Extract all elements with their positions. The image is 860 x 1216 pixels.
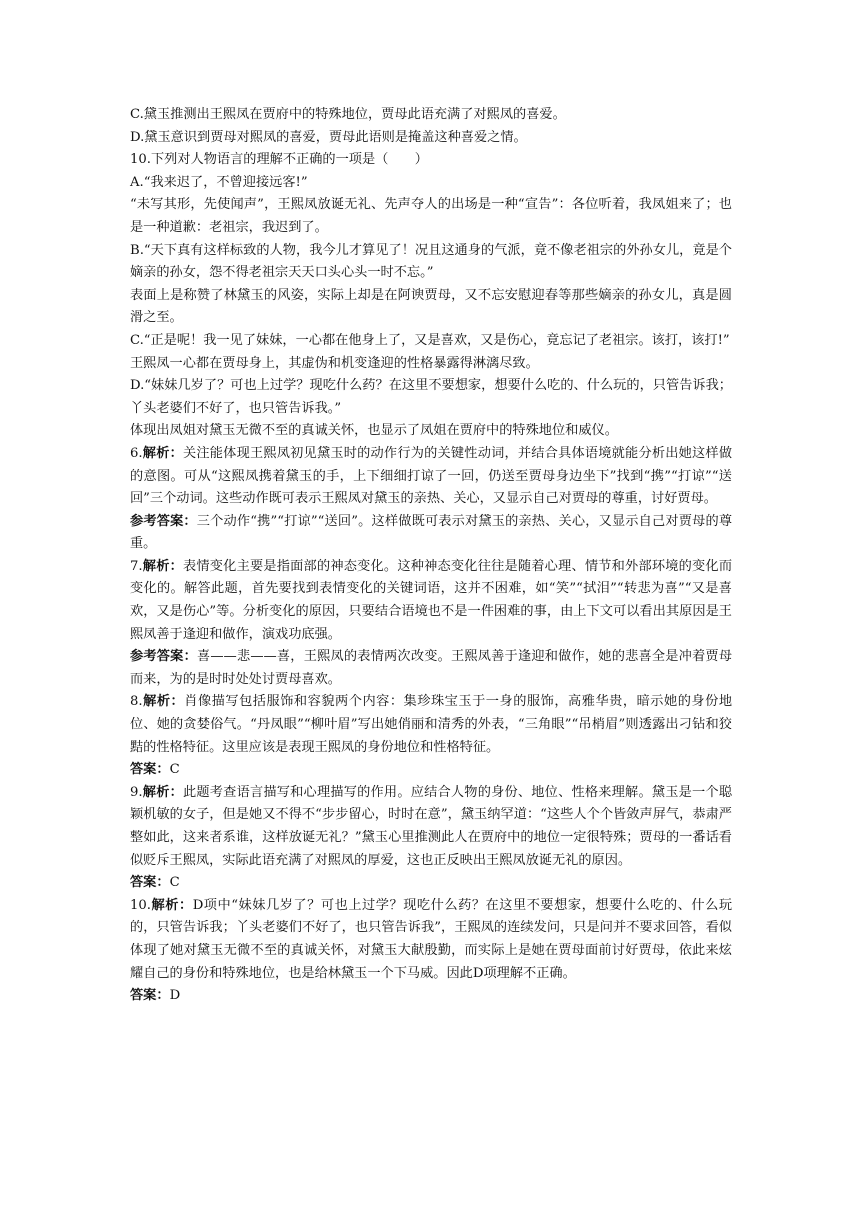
answer-label: 答案：: [130, 875, 170, 891]
answer-number: 9.: [130, 784, 143, 800]
q9-option-d: D.黛玉意识到贾母对熙凤的喜爱，贾母此语则是掩盖这种喜爱之情。: [130, 129, 527, 145]
answer-number: 6.: [130, 445, 143, 461]
q10-option-c-explanation: 王熙凤一心都在贾母身上，其虚伪和机变逢迎的性格暴露得淋漓尽致。: [130, 355, 539, 371]
answer-text: C: [169, 762, 180, 778]
answer-label: 参考答案：: [130, 649, 197, 665]
answer-7-analysis: [130, 556, 732, 646]
answer-9-reference: [130, 872, 732, 895]
answer-6-reference: [130, 511, 732, 556]
analysis-label: 解析：: [142, 784, 183, 800]
answer-label: 答案：: [130, 762, 170, 778]
answer-text: C: [169, 875, 180, 891]
answer-number: 10.: [130, 897, 151, 913]
document-page: [130, 104, 732, 1008]
analysis-text: 此题考查语言描写和心理描写的作用。应结合人物的身份、地位、性格来理解。黛玉是一个聪颖机敏的女子，但是她又不得不“步步留心，时时在意”，黛玉纳罕道：“这些人个个皆敛声屏气，恭肃严整如此，这来者系谁，这样放诞无礼？”黛玉心里推测此人在贾府中的地位一定很特殊；贾母的一番话看似贬斥王熙凤，实际此语充满了对熙凤的厚爱，这也正反映出王熙凤放诞无礼的原因。: [130, 784, 733, 868]
answer-8-reference: [130, 759, 732, 782]
answer-10-analysis: [130, 895, 732, 985]
analysis-text: 表情变化主要是指面部的神态变化。这种神态变化往往是随着心理、情节和外部环境的变化而变化的。解答此题，首先要找到表情变化的关键词语，这并不困难，如“笑”“拭泪”“转悲为喜”“又是喜欢，又是伤心”等。分析变化的原因，只要结合语境也不是一件困难的事，由上下文可以看出其原因是王熙凤善于逢迎和做作，演戏功底强。: [130, 558, 733, 642]
answer-9-analysis: [130, 782, 732, 872]
answer-7-reference: [130, 646, 732, 691]
answer-text: 三个动作“携”“打谅”“送回”。这样做既可表示对黛玉的亲热、关心，又显示自己对贾母的尊重。: [130, 513, 733, 552]
answer-number: 8.: [130, 694, 143, 710]
answer-6-analysis: [130, 443, 732, 511]
q10-option-a-explanation: “未写其形，先使闻声”，王熙凤放诞无礼、先声夺人的出场是一种“宣告”：各位听着，我凤姐来了；也是一种道歉：老祖宗，我迟到了。: [130, 197, 732, 235]
analysis-text: D项中“妹妹几岁了？可也上过学？现吃什么药？在这里不要想家，想要什么吃的、什么玩的，只管告诉我；丫头老婆们不好了，也只管告诉我”，王熙凤的连续发问，只是问并不要求回答，看似体现了她对黛玉无微不至的真诚关怀，对黛玉大献殷勤，而实际上是她在贾母面前讨好贾母，依此来炫耀自己的身份和特殊地位，也是给林黛玉一个下马威。因此D项理解不正确。: [130, 897, 733, 981]
answer-label: 答案：: [130, 988, 170, 1004]
q10-option-d-explanation: 体现出凤姐对黛玉无微不至的真诚关怀，也显示了凤姐在贾府中的特殊地位和威仪。: [130, 423, 618, 439]
q10-option-b-explanation: 表面上是称赞了林黛玉的风姿，实际上却是在阿谀贾母，又不忘安慰迎春等那些嫡亲的孙女儿，真是圆滑之至。: [130, 287, 732, 326]
analysis-label: 解析：: [150, 897, 193, 913]
answer-8-analysis: [130, 691, 732, 759]
analysis-label: 解析：: [142, 445, 183, 461]
q10-option-c-quote: C.“正是呢！我一见了妹妹，一心都在他身上了，又是喜欢，又是伤心，竟忘记了老祖宗。该打，该打!”: [130, 332, 730, 348]
answer-label: 参考答案：: [130, 513, 197, 529]
analysis-label: 解析：: [142, 694, 185, 710]
analysis-text: 关注能体现王熙凤初见黛玉时的动作行为的关键性动词，并结合具体语境就能分析出她这样做的意图。可从“这熙凤携着黛玉的手，上下细细打谅了一回，仍送至贾母身边坐下”找到“携”“打谅”“送回”三个动词。这些动作既可表示王熙凤对黛玉的亲热、关心，又显示自己对贾母的尊重，讨好贾母。: [130, 445, 733, 507]
answer-10-reference: [130, 985, 732, 1008]
q9-option-c: C.黛玉推测出王熙凤在贾府中的特殊地位，贾母此语充满了对熙凤的喜爱。: [130, 107, 566, 122]
analysis-label: 解析：: [142, 558, 183, 574]
q10-stem: 10.下列对人物语言的理解不正确的一项是（ ）: [130, 152, 428, 168]
q10-option-b-quote: B.“天下真有这样标致的人物，我今儿才算见了！况且这通身的气派，竟不像老祖宗的外孙女儿，竟是个嫡亲的孙女，怨不得老祖宗天天口头心头一时不忘。”: [130, 242, 732, 281]
analysis-text: 肖像描写包括服饰和容貌两个内容：集珍珠宝玉于一身的服饰，高雅华贵，暗示她的身份地位、她的贪婪俗气。“丹凤眼”“柳叶眉”写出她俏丽和清秀的外表，“三角眼”“吊梢眉”则透露出刁钻和狡黠的性格特征。这里应该是表现王熙凤的身份地位和性格特征。: [130, 694, 733, 755]
q10-option-d-quote: D.“妹妹几岁了？可也上过学？现吃什么药？在这里不要想家，想要什么吃的、什么玩的，只管告诉我；丫头老婆们不好了，也只管告诉我。”: [130, 378, 732, 416]
answer-text: D: [169, 988, 181, 1004]
answer-number: 7.: [130, 558, 143, 574]
answer-text: 喜——悲——喜，王熙凤的表情两次改变。王熙凤善于逢迎和做作，她的悲喜全是冲着贾母而来，为的是时时处处讨贾母喜欢。: [130, 649, 733, 687]
q10-option-a-quote: A.“我来迟了，不曾迎接远客!”: [130, 174, 308, 190]
